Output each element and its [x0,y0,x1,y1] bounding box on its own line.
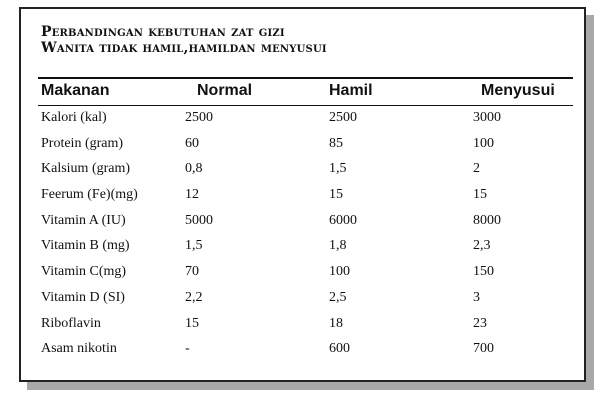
cell-menyusui: 3000 [473,110,501,125]
cell-hamil: 85 [329,135,343,151]
cell-normal: 12 [185,187,199,203]
cell-normal: 1,5 [185,238,203,254]
table-row [21,158,584,184]
nutrition-table-card [19,7,586,382]
cell-hamil: 1,5 [329,161,347,177]
cell-hamil: 18 [329,315,343,331]
table-row [21,107,584,133]
header-hamil: Hamil [329,82,373,99]
cell-menyusui: 2,3 [473,238,491,254]
header-rule [38,105,573,106]
header-normal: Normal [197,82,253,99]
table-row [21,235,584,261]
title-line-1: Perbandingan kebutuhan zat gizi [41,24,285,40]
table-row [21,133,584,159]
cell-hamil: 2,5 [329,289,347,305]
cell-normal: 70 [185,264,199,280]
header-menyusui: Menyusui [481,82,555,99]
table-row [21,210,584,236]
cell-food: Kalsium (gram) [41,161,131,177]
cell-food: Asam nikotin [41,341,117,357]
cell-normal: 5000 [185,212,213,228]
cell-food: Protein (gram) [41,135,124,151]
cell-menyusui: 2 [473,161,480,177]
cell-normal: 60 [185,135,199,151]
cell-menyusui: 100 [473,135,494,151]
table-header [21,82,584,102]
table-row [21,338,584,364]
cell-menyusui: 15 [473,187,487,203]
cell-menyusui: 8000 [473,212,501,228]
cell-food: Feerum (Fe)(mg) [41,187,138,203]
table-row [21,287,584,313]
cell-normal: 2,2 [185,289,203,305]
table-body [21,107,584,364]
cell-food: Riboflavin [41,315,101,331]
cell-menyusui: 700 [473,341,494,357]
cell-normal: 15 [185,315,199,331]
header-makanan: Makanan [41,82,110,99]
cell-hamil: 100 [329,264,350,280]
cell-food: Kalori (kal) [41,110,107,125]
cell-hamil: 600 [329,341,350,357]
cell-food: Vitamin A (IU) [41,212,126,228]
cell-hamil: 6000 [329,212,357,228]
cell-normal: 0,8 [185,161,203,177]
top-rule [38,77,573,79]
cell-hamil: 2500 [329,110,357,125]
cell-food: Vitamin C(mg) [41,264,127,280]
cell-hamil: 15 [329,187,343,203]
cell-menyusui: 3 [473,289,480,305]
cell-menyusui: 23 [473,315,487,331]
cell-normal: - [185,341,190,357]
table-row [21,313,584,339]
cell-menyusui: 150 [473,264,494,280]
table-row [21,261,584,287]
title-line-2: Wanita tidak hamil,hamildan menyusui [41,40,327,56]
table-row [21,184,584,210]
cell-food: Vitamin D (SI) [41,289,125,305]
cell-normal: 2500 [185,110,213,125]
cell-food: Vitamin B (mg) [41,238,130,254]
table-title [41,24,327,56]
cell-hamil: 1,8 [329,238,347,254]
